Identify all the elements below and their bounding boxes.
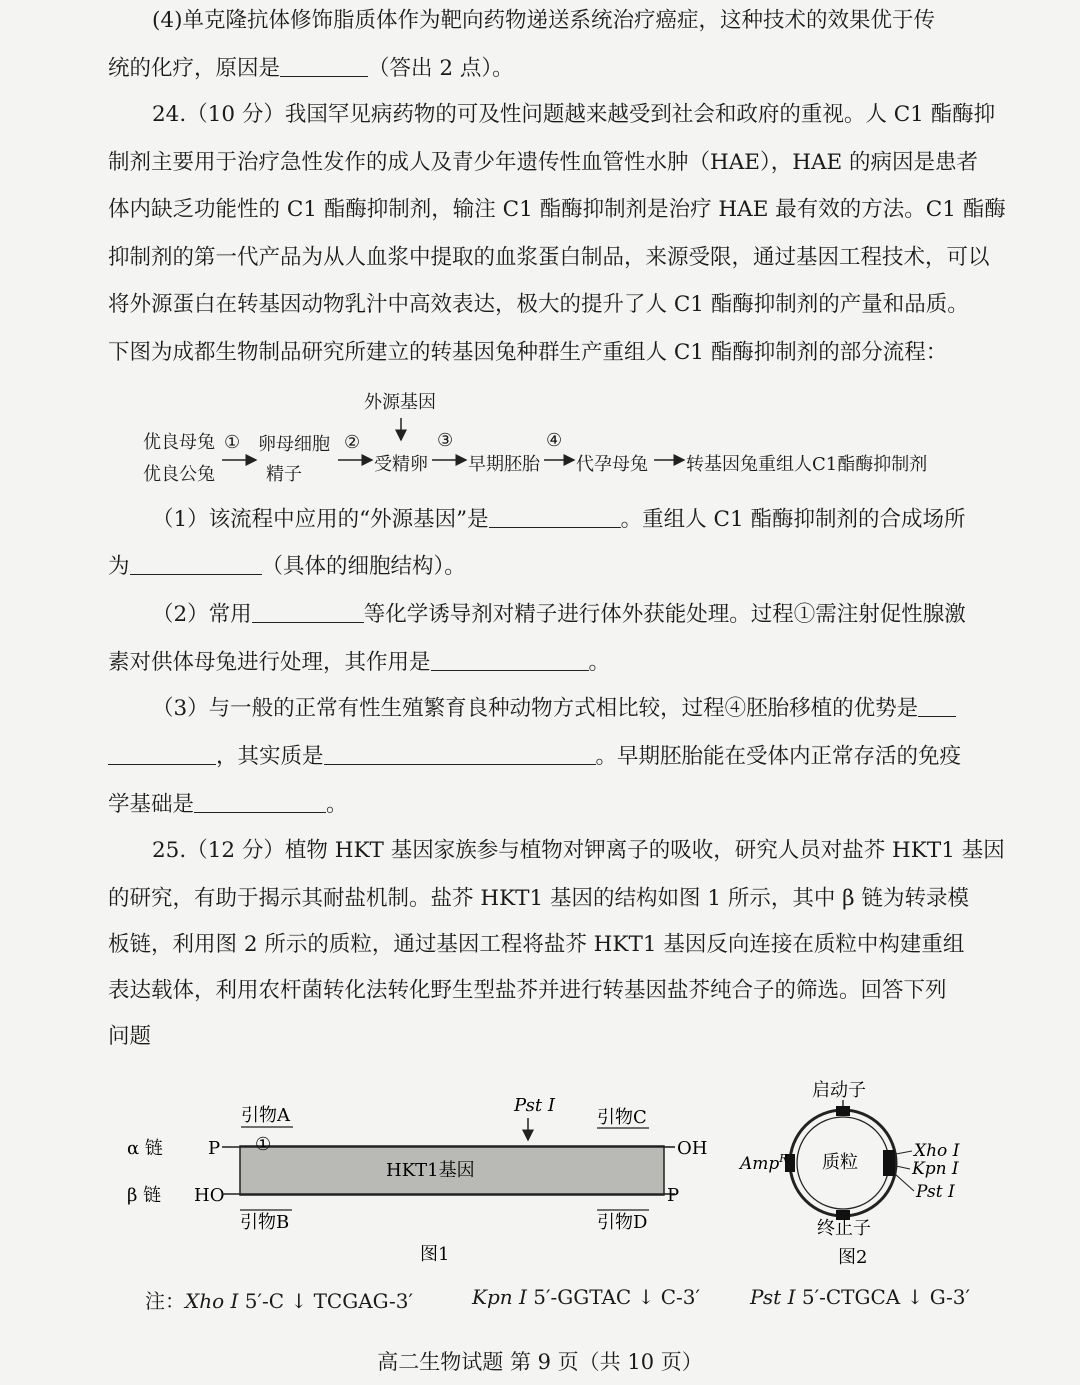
pst-site-label-2: Pst Ⅰ bbox=[916, 1182, 955, 1202]
q24-sub1-text: （1）该流程中应用的“外源基因”是 bbox=[152, 507, 489, 532]
q23-item4-line1: (4)单克隆抗体修饰脂质体作为靶向药物递送系统治疗癌症，这种技术的效果优于传 bbox=[152, 8, 935, 33]
beta-3prime: HO bbox=[194, 1185, 225, 1206]
flow-step-3: ③ bbox=[437, 430, 454, 451]
answer-blank[interactable] bbox=[108, 742, 216, 765]
xho-site-label: Xho Ⅰ bbox=[914, 1141, 960, 1161]
primer-c-label: 引物C bbox=[597, 1107, 647, 1128]
q24-sub3-cont2 bbox=[108, 790, 984, 820]
q25-line: 表达载体，利用农杆菌转化法转化野生型盐芥并进行转基因盐芥纯合子的筛选。回答下列 bbox=[108, 978, 947, 1003]
q23-text-tail: （答出 2 点）。 bbox=[368, 56, 514, 81]
q24-sub1-cont bbox=[108, 552, 984, 582]
q24-sub3-cont bbox=[108, 742, 984, 772]
q23-text: 统的化疗，原因是 bbox=[108, 56, 281, 81]
primer-d-label: 引物D bbox=[597, 1212, 648, 1233]
flow-step-1: ① bbox=[224, 432, 241, 453]
note-kpn-seq: 5′-GGTAC ↓ C-3′ bbox=[526, 1285, 701, 1309]
flow-gamete-egg: 卵母细胞 bbox=[258, 434, 330, 455]
q24-sub1-text-d: （具体的细胞结构）。 bbox=[261, 554, 466, 579]
flow-gamete-sperm: 精子 bbox=[266, 464, 302, 485]
note-xho-name: Xho Ⅰ bbox=[185, 1289, 239, 1313]
q24-sub1-text-b: 。重组人 C1 酯酶抑制剂的合成场所 bbox=[620, 507, 966, 532]
flow-surrogate: 代孕母兔 bbox=[576, 454, 648, 475]
kpn-site-label: Kpn Ⅰ bbox=[912, 1159, 959, 1179]
promoter-region bbox=[836, 1106, 850, 1116]
q24-line: 将外源蛋白在转基因动物乳汁中高效表达，极大的提升了人 C1 酯酶抑制剂的产量和品质。 bbox=[108, 292, 969, 317]
q24-line: 体内缺乏功能性的 C1 酯酶抑制剂，输注 C1 酯酶抑制剂是治疗 HAE 最有效的方法。C1 酯酶 bbox=[108, 197, 1006, 222]
q24-sub2-text: （2）常用 bbox=[152, 602, 252, 627]
primer-b-label: 引物B bbox=[240, 1212, 290, 1233]
q24-sub2-text-b: 等化学诱导剂对精子进行体外获能处理。过程①需注射促性腺激 bbox=[363, 602, 966, 627]
answer-blank[interactable] bbox=[431, 648, 589, 671]
answer-blank[interactable] bbox=[918, 694, 956, 717]
flow-product: 转基因兔重组人C1酯酶抑制剂 bbox=[686, 454, 928, 475]
terminator-label: 终止子 bbox=[817, 1218, 871, 1239]
q24-line: 下图为成都生物制品研究所建立的转基因兔种群生产重组人 C1 酯酶抑制剂的部分流程： bbox=[108, 340, 948, 365]
q24-line: 抑制剂的第一代产品为从人血浆中提取的血浆蛋白制品，来源受限，通过基因工程技术，可以 bbox=[108, 245, 990, 270]
answer-blank[interactable] bbox=[130, 552, 262, 575]
q24-sub3-text-c: 。早期胚胎能在受体内正常存活的免疫 bbox=[595, 744, 962, 769]
page-footer: 高二生物试题 第 9 页（共 10 页） bbox=[377, 1350, 703, 1374]
q25-line: 25.（12 分）植物 HKT 基因家族参与植物对钾离子的吸收，研究人员对盐芥 HKT1 基因 bbox=[152, 838, 1005, 863]
q24-sub1-text-c: 为 bbox=[108, 554, 130, 579]
flow-arrows bbox=[0, 0, 1080, 500]
q24-line: 24.（10 分）我国罕见病药物的可及性问题越来越受到社会和政府的重视。人 C1 酯酶抑 bbox=[152, 102, 996, 127]
flow-parent-male: 优良公兔 bbox=[143, 464, 215, 485]
q25-line: 板链，利用图 2 所示的质粒，通过基因工程将盐芥 HKT1 基因反向连接在质粒中构建重组 bbox=[108, 932, 965, 957]
answer-blank[interactable] bbox=[252, 600, 364, 623]
q24-sub3 bbox=[152, 694, 984, 724]
flow-zygote: 受精卵 bbox=[374, 454, 428, 475]
q24-sub2-text-c: 素对供体母兔进行处理，其作用是 bbox=[108, 650, 431, 675]
alpha-5prime: P bbox=[208, 1138, 221, 1159]
promoter-label: 启动子 bbox=[812, 1080, 866, 1101]
gene-label: HKT1基因 bbox=[386, 1160, 475, 1181]
figure-1 bbox=[127, 1095, 707, 1265]
answer-blank[interactable] bbox=[194, 790, 326, 813]
site-1-marker: ① bbox=[255, 1134, 272, 1155]
figure-2 bbox=[738, 1080, 960, 1268]
figure-2-caption: 图2 bbox=[838, 1247, 868, 1268]
flow-top-label: 外源基因 bbox=[364, 392, 436, 413]
note-prefix: 注： bbox=[145, 1289, 185, 1313]
note-xho bbox=[145, 1285, 413, 1314]
pst-site-label: Pst Ⅰ bbox=[514, 1095, 555, 1116]
q25-line: 的研究，有助于揭示其耐盐机制。盐芥 HKT1 基因的结构如图 1 所示，其中 β 链为转录模 bbox=[108, 886, 969, 911]
q24-sub2 bbox=[152, 600, 984, 630]
answer-blank[interactable] bbox=[489, 505, 621, 528]
beta-5prime: P bbox=[667, 1185, 680, 1206]
q24-sub3-text-b: ，其实质是 bbox=[216, 744, 324, 769]
note-pst-seq: 5′-CTGCA ↓ G-3′ bbox=[795, 1285, 971, 1309]
q24-sub3-text: （3）与一般的正常有性生殖繁育良种动物方式相比较，过程④胚胎移植的优势是 bbox=[152, 696, 919, 721]
note-kpn bbox=[472, 1285, 700, 1309]
ampr-label: Amp$^R$ bbox=[740, 1152, 788, 1174]
q24-sub2-text-d: 。 bbox=[588, 650, 611, 675]
q24-sub3-text-e: 。 bbox=[326, 792, 348, 817]
answer-blank[interactable] bbox=[324, 742, 596, 765]
flow-step-4: ④ bbox=[546, 430, 563, 451]
note-xho-seq: 5′-C ↓ TCGAG-3′ bbox=[238, 1289, 414, 1313]
beta-strand-label: β 链 bbox=[127, 1185, 162, 1206]
alpha-3prime: OH bbox=[677, 1138, 708, 1159]
q24-line: 制剂主要用于治疗急性发作的成人及青少年遗传性血管性水肿（HAE），HAE 的病因是患者 bbox=[108, 150, 979, 175]
mcs-region bbox=[883, 1150, 895, 1176]
flow-parent-female: 优良母兔 bbox=[143, 432, 215, 453]
note-kpn-name: Kpn Ⅰ bbox=[472, 1285, 527, 1309]
q24-sub3-text-d: 学基础是 bbox=[108, 792, 195, 817]
plasmid-label: 质粒 bbox=[822, 1152, 858, 1173]
flow-embryo: 早期胚胎 bbox=[468, 454, 540, 475]
figure-1-caption: 图1 bbox=[420, 1244, 450, 1265]
gene-figures bbox=[0, 1070, 1080, 1280]
q24-sub1 bbox=[152, 505, 984, 535]
note-pst bbox=[750, 1285, 970, 1309]
note-pst-name: Pst Ⅰ bbox=[750, 1285, 796, 1309]
q25-line: 问题 bbox=[108, 1024, 152, 1049]
alpha-strand-label: α 链 bbox=[127, 1138, 163, 1159]
flow-step-2: ② bbox=[344, 432, 361, 453]
primer-a-label: 引物A bbox=[241, 1105, 290, 1126]
q24-sub2-cont bbox=[108, 648, 984, 678]
